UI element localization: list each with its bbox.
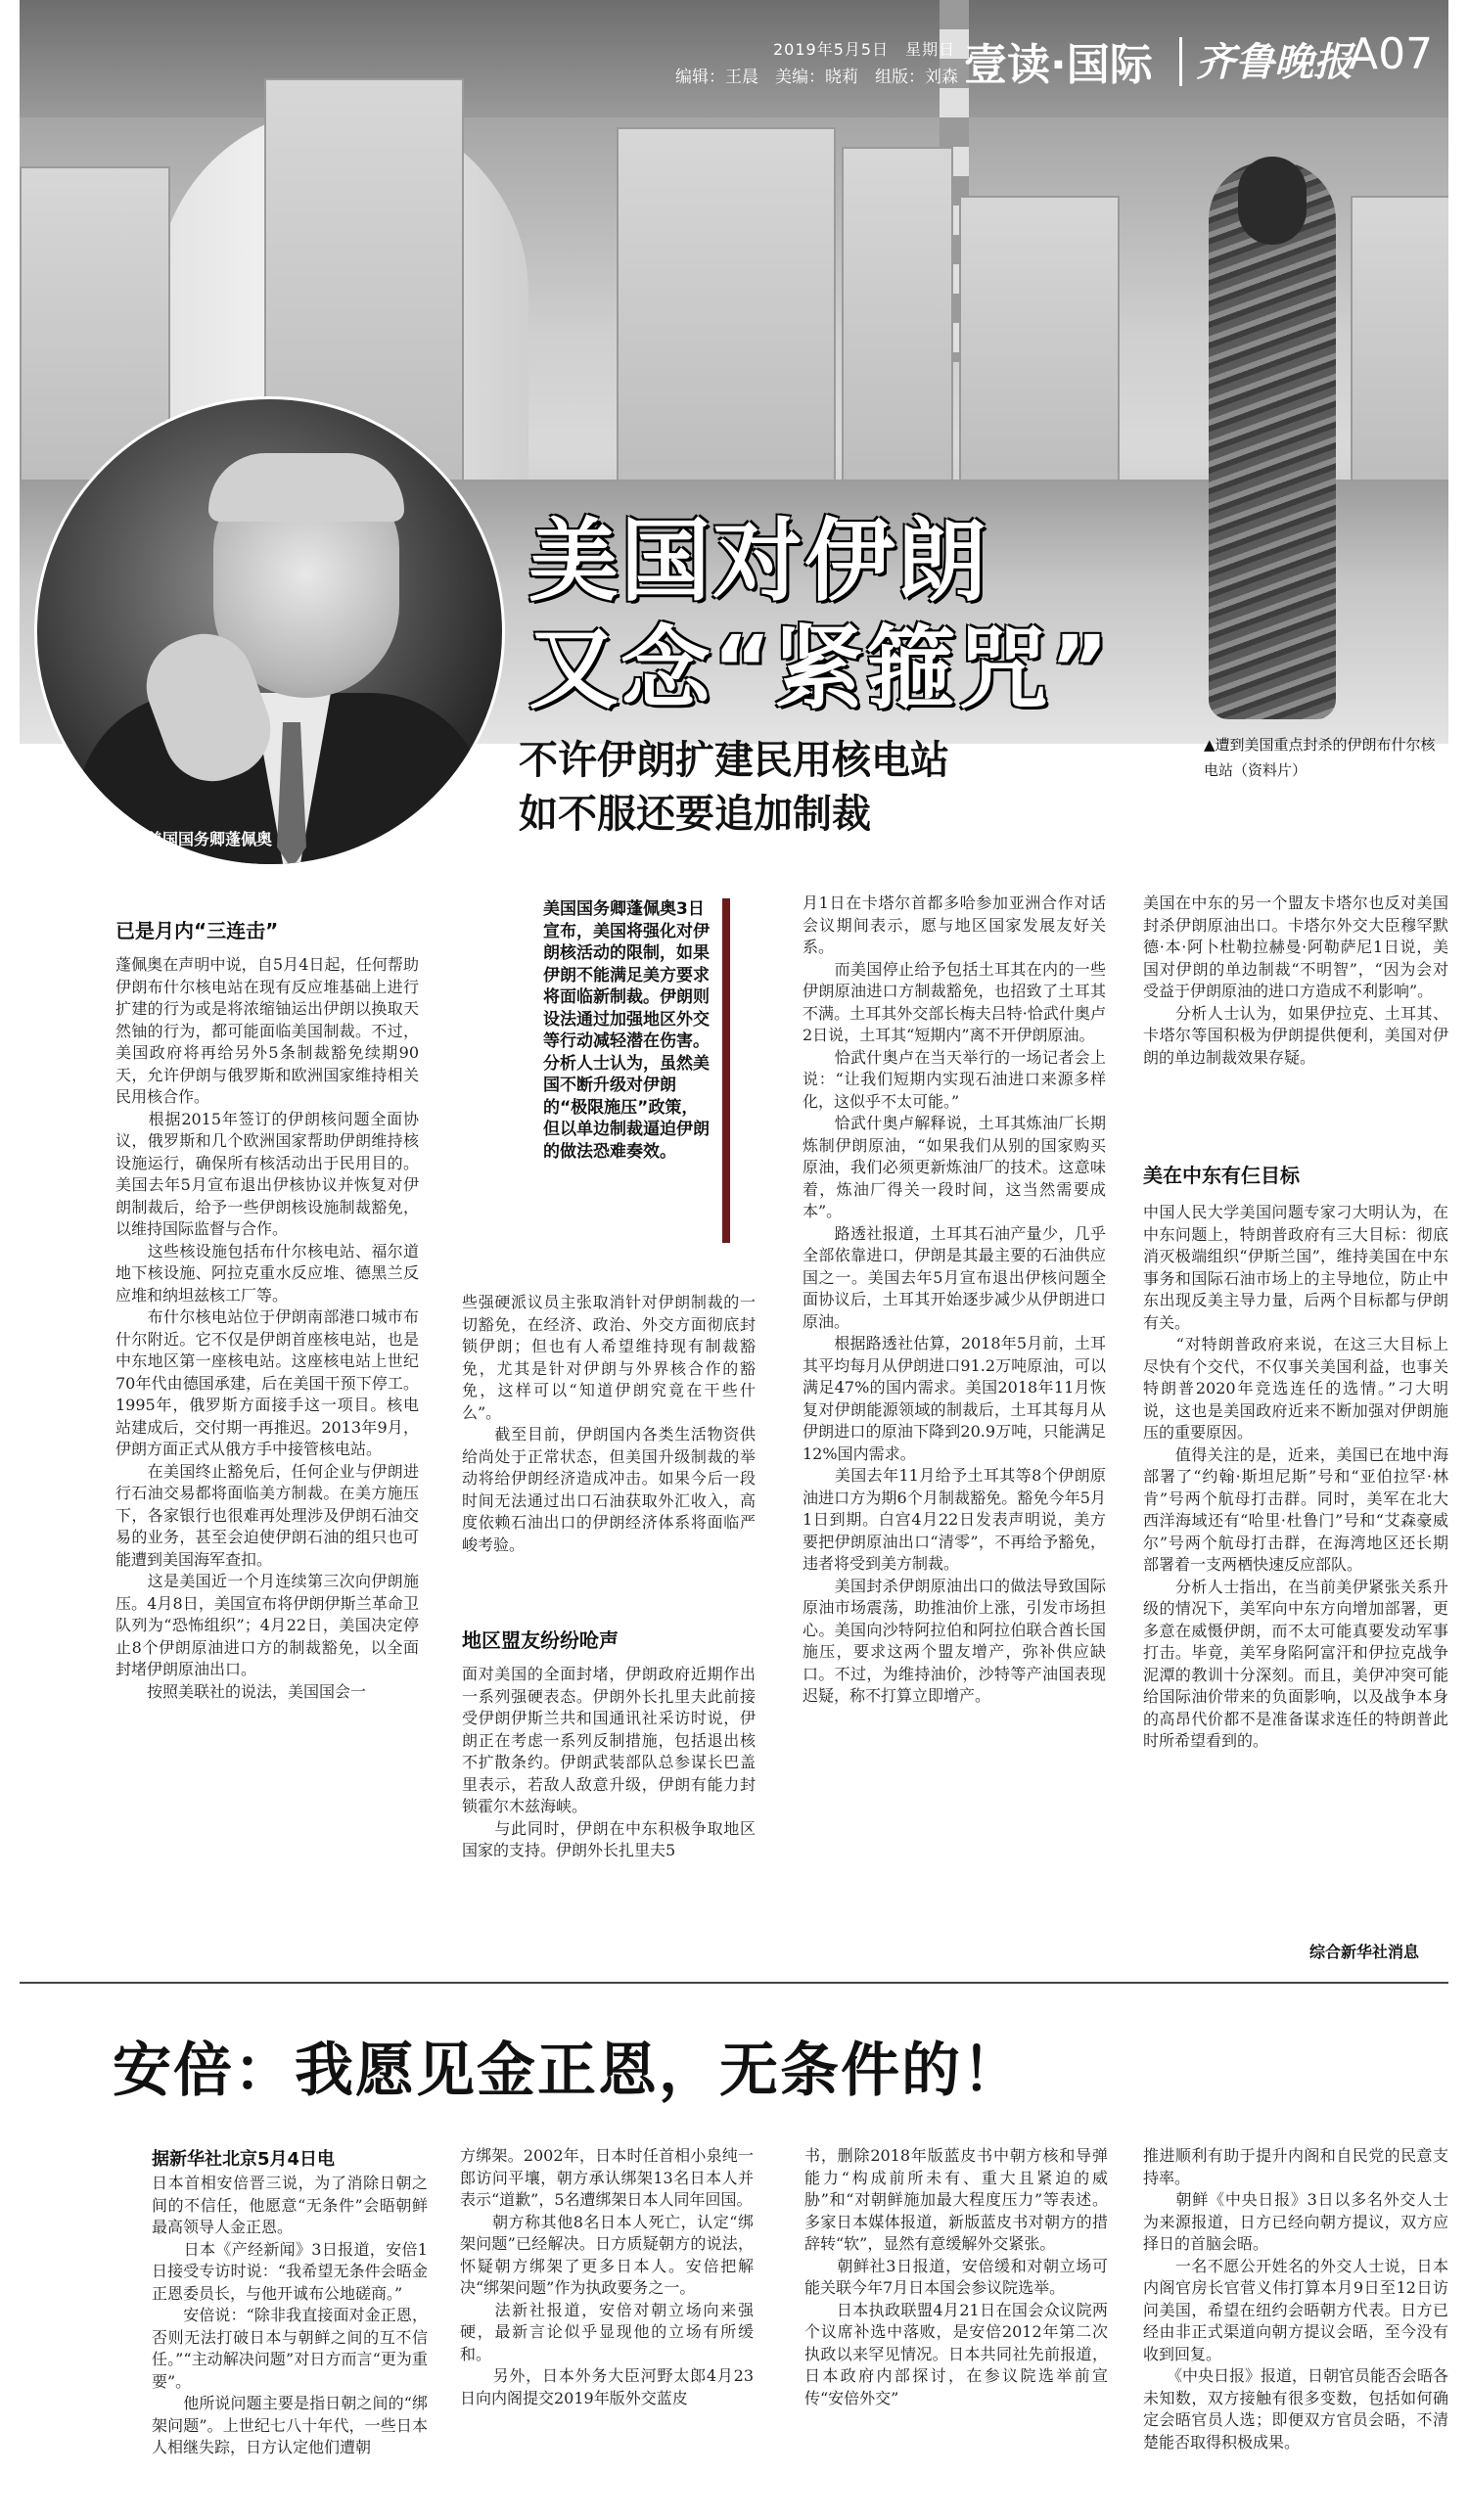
subhead-three-strikes: 已是月内“三连击” [115,919,279,942]
photo-building [617,127,836,483]
photo-building [842,147,953,483]
article-column-4b: 中国人民大学美国问题专家刁大明认为，在中东问题上，特朗普政府有三大目标：彻底消灭极端组织“伊斯兰国”，维持美国在中东事务和国际石油市场上的主导地位，防止中东出现反美主导力量，后两个目标都与伊朗有关。 “对特朗普政府来说，在这三大目标上尽快有个交代，不仅事关美国利益，也事关特朗普2020年竞选连任的选情。”刁大明说，这也是美国政府近来不断加强对伊朗施压的重要原因。 值得关注的是，近来，美国已在地中海部署了“约翰·斯坦尼斯”号和“亚伯拉罕·林肯”号两个航母打击群。同时，美军在北大西洋海域还有“哈里·杜鲁门”号和“艾森豪威尔”号两个航母打击群，在海湾地区还长期部署着一支两栖快速反应部队。 分析人士指出，在当前美伊紧张关系升级的情况下，美军向中东方向增加部署，更多意在威慑伊朗，而不太可能真要发动军事打击。毕竟，美军身陷阿富汗和伊拉克战争泥潭的教训十分深刻。而且，美伊冲突可能给国际油价带来的负面影响，以及战争本身的高昂代价都不是准备谋求连任的特朗普此时所希望看到的。 [1143,1203,1448,1750]
abe-column-1: 日本首相安倍晋三说，为了消除日朝之间的不信任，他愿意“无条件”会晤朝鲜最高领导人金正恩。 日本《产经新闻》3日报道，安倍1日接受专访时说：“我希望无条件会晤金正恩委员长，与他开诚布公地磋商。” 安倍说：“除非我直接面对金正恩，否则无法打破日本与朝鲜之间的互不信任。”“主动解决问题”对日方而言“更为重要”。 他所说问题主要是指日朝之间的“绑架问题”。上世纪七八十年代，一些日本人相继失踪，日方认定他们遭朝 [152,2174,428,2456]
portrait-caption: 美国国务卿蓬佩奥 [147,830,273,848]
article-column-2b: 面对美国的全面封堵，伊朗政府近期作出一系列强硬表态。伊朗外长扎里夫此前接受伊朗伊斯兰共和国通讯社采访时说，伊朗正在考虑一系列反制措施，包括退出核不扩散条约。伊朗武装部队总参谋长巴盖里表示，若敌人敌意升级，伊朗有能力封锁霍尔木兹海峡。 与此同时，伊朗在中东积极争取地区国家的支持。伊朗外长扎里夫5 [462,1665,756,1859]
abe-column-2: 方绑架。2002年，日本时任首相小泉纯一郎访问平壤，朝方承认绑架13名日本人并表示“道歉”，5名遭绑架日本人同年回国。 朝方称其他8名日本人死亡，认定“绑架问题”已经解决。日方质疑朝方的说法，怀疑朝方绑架了更多日本人。安倍把解决“绑架问题”作为执政要务之一。 法新社报道，安倍对朝立场向来强硬，最新言论似乎显现他的立场有所缓和。 另外，日本外务大臣河野太郎4月23日向内阁提交2019年版外交蓝皮 [460,2146,754,2407]
photo-caption: ▲遭到美国重点封杀的伊朗布什尔核电站（资料片） [1204,736,1436,779]
article-column-1: 蓬佩奥在声明中说，自5月4日起，任何帮助伊朗布什尔核电站在现有反应堆基础上进行扩建的行为或是将浓缩铀运出伊朗以换取天然铀的行为，都可能面临美国制裁。不过，美国政府将再给另外5条制裁豁免续期90天，允许伊朗与俄罗斯和欧洲国家维持相关民用核合作。 根据2015年签订的伊朗核问题全面协议，俄罗斯和几个欧洲国家帮助伊朗维持核设施运行，确保所有核活动出于民用目的。美国去年5月宣布退出伊核协议并恢复对伊朗制裁后，给予一些伊朗核设施制裁豁免，以维持国际监督与合作。 这些核设施包括布什尔核电站、福尔道地下核设施、阿拉克重水反应堆、德黑兰反应堆和纳坦兹核工厂等。 布什尔核电站位于伊朗南部港口城市布什尔附近。它不仅是伊朗首座核电站，也是中东地区第一座核电站。这座核电站上世纪70年代由德国承建，后在美国干预下停工。1995年，俄罗斯方面接手这一项目。核电站建成后，交付期一再推迟。2013年9月，伊朗方面正式从俄方手中接管核电站。 在美国终止豁免后，任何企业与伊朗进行石油交易都将面临美方制裁。在美方施压下，各家银行也很难再处理涉及伊朗石油交易的业务，甚至会迫使伊朗石油的组只也可能遭到美国海军查扣。 这是美国近一个月连续第三次向伊朗施压。4月8日，美国宣布将伊朗伊斯兰革命卫队列为“恐怖组织”；4月22日，美国决定停止8个伊朗原油进口方的制裁豁免，以全面封堵伊朗原油出口。 按照美联社的说法，美国国会一 [115,955,419,1701]
abe-headline: 安倍：我愿见金正恩，无条件的！ [113,2037,1023,2105]
article-column-2: 些强硬派议员主张取消针对伊朗制裁的一切豁免，在经济、政治、外交方面彻底封锁伊朗；但也有人希望维持现有制裁豁免，尤其是针对伊朗与外界核合作的豁免，这样可以“知道伊朗究竟在干些什么”。 截至目前，伊朗国内各类生活物资供给尚处于正常状态，但美国升级制裁的举动将给伊朗经济造成冲击。如果今后一段时间无法通过出口石油获取外汇收入，高度依赖石油出口的伊朗经济体系将面临严峻考验。 [462,1293,756,1554]
portrait-hair [208,453,404,522]
section-divider [20,1982,1448,1984]
photo-building [1351,196,1448,483]
newspaper-logo: 齐鲁晚报 [1196,39,1353,85]
photo-woman [1209,161,1336,719]
headline-line-2: 又念“紧箍咒” [528,617,1111,721]
subhead-regional-allies: 地区盟友纷纷呛声 [462,1628,619,1652]
subhead-three-goals: 美在中东有仨目标 [1143,1164,1300,1187]
photo-woman-head [1238,157,1307,245]
pull-quote-bar [722,898,730,1243]
photo-building [959,196,1120,483]
subheadline-line-1: 不许伊朗扩建民用核电站 [519,738,949,783]
editor-credits: 编辑：王晨 美编：晓莉 组版：刘森 [675,68,958,87]
header-divider [1179,37,1182,86]
news-credit: 综合新华社消息 [1309,1943,1420,1961]
page-number: A07 [1349,29,1434,79]
article-column-3: 月1日在卡塔尔首都多哈参加亚洲合作对话会议期间表示，愿与地区国家发展友好关系。 而美国停止给予包括土耳其在内的一些伊朗原油进口方制裁豁免，也招致了土耳其不满。土耳其外交部长梅夫吕特·恰武什奥卢2日说，土耳其“短期内”离不开伊朗原油。 恰武什奥卢在当天举行的一场记者会上说：“让我们短期内实现石油进口来源多样化，这似乎不太可能。” 恰武什奥卢解释说，土耳其炼油厂长期炼制伊朗原油，“如果我们从别的国家购买原油，我们必须更新炼油厂的技术。这意味着，炼油厂得关一段时间，这当然需要成本”。 路透社报道，土耳其石油产量少，几乎全部依靠进口，伊朗是其最主要的石油供应国之一。美国去年5月宣布退出伊核问题全面协议后，土耳其开始逐步减少从伊朗进口原油。 根据路透社估算，2018年5月前，土耳其平均每月从伊朗进口91.2万吨原油，可以满足47%的国内需求。美国2018年11月恢复对伊朗能源领域的制裁后，土耳其每月从伊朗进口的原油下降到20.9万吨，只能满足12%国内需求。 美国去年11月给予土耳其等8个伊朗原油进口方为期6个月制裁豁免。豁免今年5月1日到期。白宫4月22日发表声明说，美方要把伊朗原油出口“清零”，不再给予豁免，违者将受到美方制裁。 美国封杀伊朗原油出口的做法导致国际原油市场震荡，助推油价上涨，引发市场担心。美国向沙特阿拉伯和阿拉伯联合酋长国施压，要求这两个盟友增产，弥补供应缺口。不过，为维持油价，沙特等产油国表现迟疑，称不打算立即增产。 [803,893,1106,1705]
headline-line-1: 美国对伊朗 [528,509,989,614]
subheadline-line-2: 如不服还要追加制裁 [519,792,871,837]
abe-column-3: 书，删除2018年版蓝皮书中朝方核和导弹能力“构成前所未有、重大且紧迫的威胁”和“对朝鲜施加最大程度压力”等表述。多家日本媒体报道，新版蓝皮书对朝方的措辞转“软”，显然有意缓解外交紧张。 朝鲜社3日报道，安倍缓和对朝立场可能关联今年7月日本国会参议院选举。 日本执政联盟4月21日在国会众议院两个议席补选中落败，是安倍2012年第二次执政以来罕见情况。日本共同社先前报道，日本政府内部探讨，在参议院选举前宣传“安倍外交” [804,2146,1108,2407]
pull-quote: 美国国务卿蓬佩奥3日宣布，美国将强化对伊朗核活动的限制，如果伊朗不能满足美方要求将面临新制裁。伊朗则设法通过加强地区外交等行动减轻潜在伤害。分析人士认为，虽然美国不断升级对伊朗的“极限施压”政策，但以单边制裁逼迫伊朗的做法恐难奏效。 [543,899,710,1162]
pompeo-portrait [34,396,505,867]
article-column-4a: 美国在中东的另一个盟友卡塔尔也反对美国封杀伊朗原油出口。卡塔尔外交大臣穆罕默德·本·阿卜杜勒拉赫曼·阿勒萨尼1日说，美国对伊朗的单边制裁“不明智”，“因为会对受益于伊朗原油的进口方造成不利影响”。 分析人士认为，如果伊拉克、土耳其、卡塔尔等国积极为伊朗提供便利，美国对伊朗的单边制裁效果存疑。 [1143,893,1448,1067]
abe-column-4: 推进顺利有助于提升内阁和自民党的民意支持率。 朝鲜《中央日报》3日以多名外交人士为来源报道，日方已经向朝方提议，双方应择日的首脑会晤。 一名不愿公开姓名的外交人士说，日本内阁官房长官菅义伟打算本月9日至12日访问美国，希望在纽约会晤朝方代表。日方已经由非正式渠道向朝方提议会晤，至今没有收到回复。 《中央日报》报道，日朝官员能否会晤各未知数，双方接触有很多变数，包括如何确定会晤官员人选；即便双方官员会晤，不清楚能否取得积极成果。 [1143,2146,1448,2451]
issue-date: 2019年5月5日 星期日 [773,40,956,59]
dateline: 据新华社北京5月4日电 [152,2149,336,2170]
section-name: 壹读·国际 [964,40,1153,90]
